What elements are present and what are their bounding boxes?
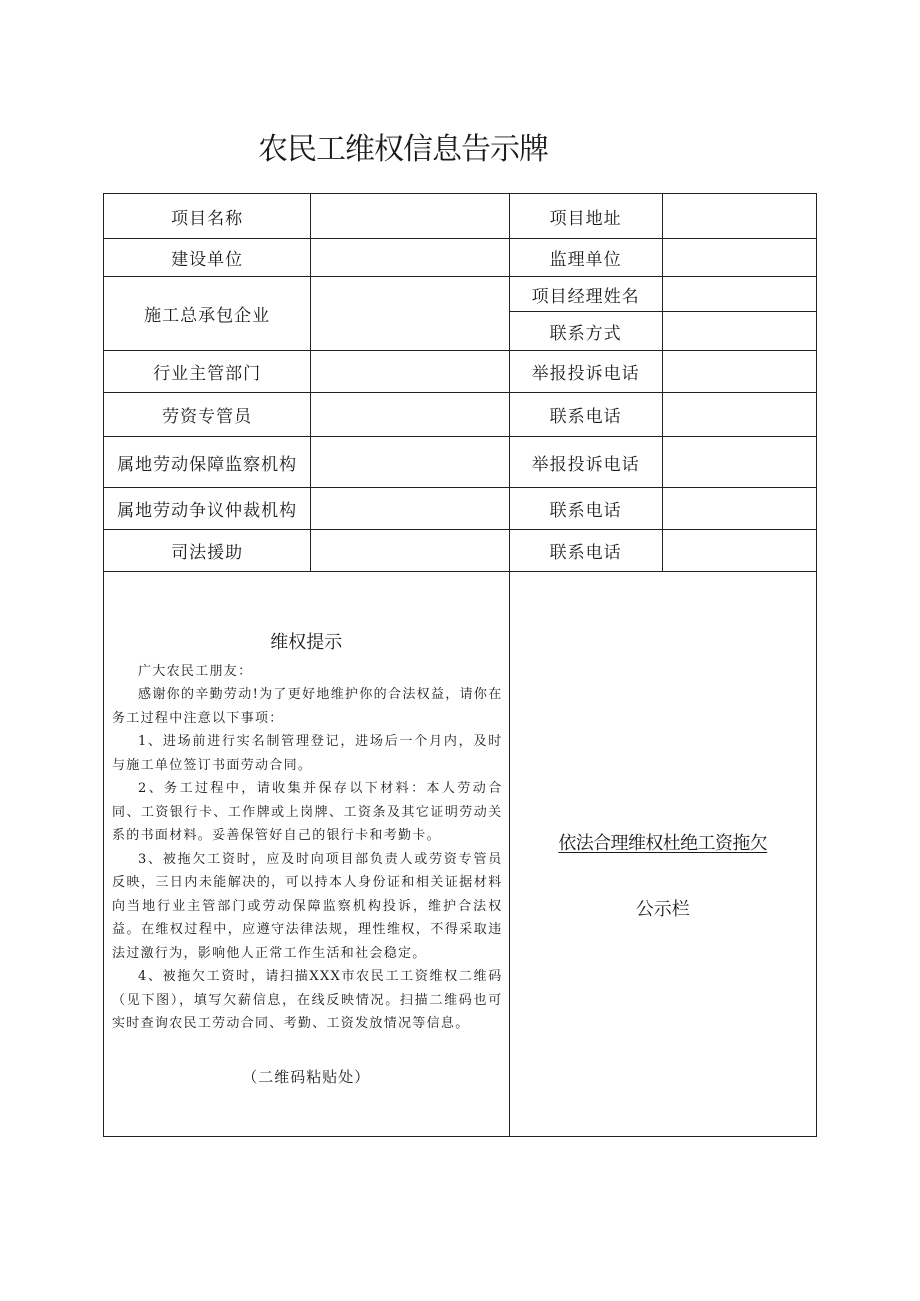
label-supervisor: 监理单位 — [509, 239, 662, 277]
label-contact-method: 联系方式 — [509, 312, 662, 351]
notice-board-panel — [509, 572, 816, 1137]
value-report-phone-1 — [662, 351, 816, 393]
label-labor-inspection: 属地劳动保障监察机构 — [104, 437, 311, 488]
label-builder: 建设单位 — [104, 239, 311, 277]
value-pm-name — [662, 277, 816, 312]
tips-title: 维权提示 — [270, 631, 343, 653]
tips-intro: 感谢你的辛勤劳动!为了更好地维护你的合法权益，请你在务工过程中注意以下事项： — [112, 687, 503, 726]
label-report-phone-2: 举报投诉电话 — [509, 437, 662, 488]
notice-title: 公示栏 — [635, 899, 690, 920]
tips-item-2: 2、务工过程中，请收集并保存以下材料：本人劳动合同、工资银行卡、工作牌或上岗牌、工资条及其它证明劳动关系的书面材料。妥善保管好自己的银行卡和考勤卡。 — [112, 781, 503, 843]
tips-body — [104, 660, 509, 1036]
label-contact-phone-3: 联系电话 — [509, 530, 662, 572]
value-contact-phone-1 — [662, 393, 816, 437]
value-report-phone-2 — [662, 437, 816, 488]
value-project-name — [311, 194, 509, 239]
value-general-contractor — [311, 277, 509, 351]
label-project-name: 项目名称 — [104, 194, 311, 239]
tips-item-1: 1、进场前进行实名制管理登记，进场后一个月内，及时与施工单位签订书面劳动合同。 — [112, 734, 503, 773]
tips-item-4: 4、被拖欠工资时，请扫描XXX市农民工工资维权二维码（见下图），填写欠薪信息，在线反映情况。扫描二维码也可实时查询农民工劳动合同、考勤、工资发放情况等信息。 — [112, 969, 503, 1031]
value-project-address — [662, 194, 816, 239]
value-builder — [311, 239, 509, 277]
value-industry-dept — [311, 351, 509, 393]
label-general-contractor: 施工总承包企业 — [104, 277, 311, 351]
label-industry-dept: 行业主管部门 — [104, 351, 311, 393]
label-contact-phone-2: 联系电话 — [509, 488, 662, 530]
value-supervisor — [662, 239, 816, 277]
value-wage-manager — [311, 393, 509, 437]
info-board-table — [103, 193, 817, 1137]
label-project-address: 项目地址 — [509, 194, 662, 239]
page-title: 农民工维权信息告示牌 — [258, 132, 548, 167]
value-contact-phone-2 — [662, 488, 816, 530]
label-report-phone-1: 举报投诉电话 — [509, 351, 662, 393]
label-wage-manager: 劳资专管员 — [104, 393, 311, 437]
rights-slogan: 依法合理维权杜绝工资拖欠 — [558, 833, 768, 854]
value-legal-aid — [311, 530, 509, 572]
label-legal-aid: 司法援助 — [104, 530, 311, 572]
value-labor-arbitration — [311, 488, 509, 530]
rights-tips-panel — [104, 572, 510, 1137]
tips-greeting: 广大农民工朋友： — [138, 663, 253, 679]
tips-item-3: 3、被拖欠工资时，应及时向项目部负责人或劳资专管员反映，三日内未能解决的，可以持本人身份证和相关证据材料向当地行业主管部门或劳动保障监察机构投诉，维护合法权益。在维权过程中，应遵守法律法规，理性维权，不得采取违法过激行为，影响他人正常工作生活和社会稳定。 — [112, 851, 503, 961]
label-labor-arbitration: 属地劳动争议仲裁机构 — [104, 488, 311, 530]
value-contact-phone-3 — [662, 530, 816, 572]
value-contact-method — [662, 312, 816, 351]
value-labor-inspection — [311, 437, 509, 488]
qr-code-placeholder: （二维码粘贴处） — [242, 1067, 371, 1086]
label-pm-name: 项目经理姓名 — [509, 277, 662, 312]
label-contact-phone-1: 联系电话 — [509, 393, 662, 437]
